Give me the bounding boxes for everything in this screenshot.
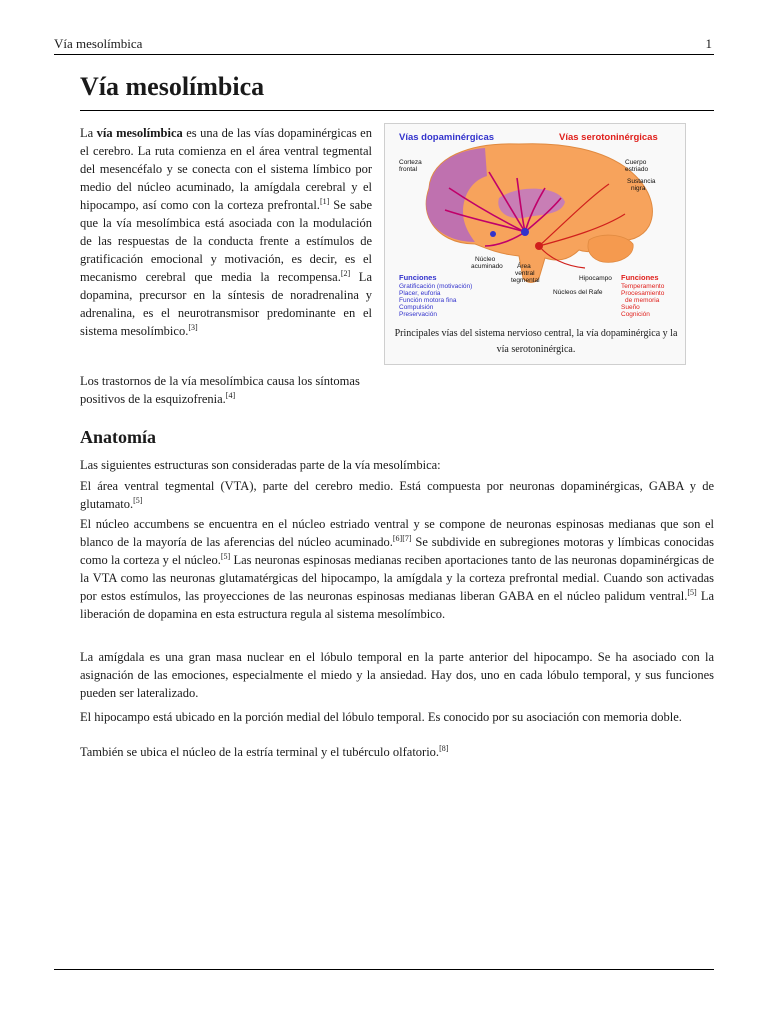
- footer-divider: [54, 969, 714, 970]
- citation-link[interactable]: [4]: [225, 390, 236, 400]
- citation-link[interactable]: [5]: [220, 551, 231, 561]
- citation-link[interactable]: [1]: [319, 196, 330, 206]
- hipocampo-paragraph: El hipocampo está ubicado en la porción medial del lóbulo temporal. Es conocido por su asociación con memoria doble.: [80, 710, 682, 724]
- accumbens-text-1: El núcleo accumbens se encuentra en el núcleo estriado ventral y se compone de neuronas espinosas medianas que son el blanco de la mayoría de las aferencias del núcleo acuminado.: [80, 517, 714, 549]
- citation-link[interactable]: [6][7]: [392, 533, 412, 543]
- accumbens-text-4: La liberación de dopamina en esta estructura regula al sistema mesolímbico.: [80, 589, 714, 621]
- amigdala-paragraph: La amígdala es una gran masa nuclear en el lóbulo temporal en la parte anterior del hipocampo. Se ha asociado con la asignación de las emociones, especialmente el miedo y la ansiedad. Hay dos, uno en cada lóbulo temporal, y sus funciones pueden ser lateralizado.: [80, 650, 714, 700]
- accumbens-node: [490, 231, 496, 237]
- vta-paragraph: [80, 477, 714, 513]
- funciones-dopa-title: Funciones: [399, 273, 437, 282]
- funcion-sero-item: Sueño: [621, 304, 640, 311]
- figure-caption: Principales vías del sistema nervioso central, la vía dopaminérgica y la vía serotoninérgica.: [394, 328, 678, 355]
- label-hipocampo: Hipocampo: [579, 275, 612, 282]
- header-divider: [54, 54, 714, 55]
- brain-diagram: [389, 128, 683, 324]
- label-area-ventral: Área: [517, 263, 531, 270]
- citation-link[interactable]: [3]: [188, 322, 198, 332]
- funcion-sero-item: de memoria: [625, 297, 660, 304]
- estria-text: También se ubica el núcleo de la estría terminal y el tubérculo olfatorio.: [80, 745, 440, 759]
- funciones-dopa-list: [399, 283, 472, 318]
- funcion-sero-item: Temperamento: [621, 283, 665, 290]
- label-corteza-frontal: frontal: [399, 166, 418, 173]
- trastornos-text: Los trastornos de la vía mesolímbica causa los síntomas positivos de la esquizofrenia.: [80, 374, 360, 406]
- intro-text-1: es una de las vías dopaminérgicas en el cerebro. La ruta comienza en el área ventral tegmental del mesencéfalo y se conecta con el sistema límbico por medio del núcleo acuminado, la amígdala cerebral y el hipocampo, así como con la corteza prefrontal.: [80, 126, 372, 212]
- dopamine-heading: Vías dopaminérgicas: [399, 132, 495, 143]
- label-nucleos-rafe: Núcleos del Rafe: [553, 289, 603, 296]
- intro-text-3: La dopamina, precursor en la síntesis de noradrenalina y adrenalina, es el neurotransmisor predominante en el sistema mesolímbico.: [80, 270, 372, 338]
- intro-bold-term: vía mesolímbica: [96, 126, 183, 140]
- label-cuerpo-estriado: estriado: [625, 166, 649, 173]
- citation-link[interactable]: [2]: [340, 268, 351, 278]
- funcion-dopa-item: Función motora fina: [399, 297, 457, 304]
- funcion-dopa-item: Compulsión: [399, 304, 434, 311]
- funcion-dopa-item: Preservación: [399, 311, 437, 318]
- section-heading-anatomia: Anatomía: [80, 427, 156, 447]
- label-nucleo-acuminado: Núcleo: [475, 256, 496, 263]
- raphe-node: [535, 242, 543, 250]
- funcion-sero-item: Cognición: [621, 311, 650, 318]
- label-corteza-frontal: Corteza: [399, 159, 422, 166]
- label-cuerpo-estriado: Cuerpo: [625, 159, 647, 166]
- running-header-title: Vía mesolímbica: [54, 36, 143, 51]
- citation-link[interactable]: [5]: [133, 495, 143, 505]
- citation-link[interactable]: [8]: [439, 743, 449, 753]
- citation-link[interactable]: [5]: [687, 587, 697, 597]
- accumbens-text-2: Se subdivide en subregiones motoras y límbicas conocidas como la corteza y el núcleo.: [80, 535, 714, 567]
- intro-paragraph: [80, 124, 372, 340]
- anatomia-intro: Las siguientes estructuras son consideradas parte de la vía mesolímbica:: [80, 458, 441, 472]
- funciones-sero-title: Funciones: [621, 273, 659, 282]
- trastornos-paragraph: [80, 372, 372, 408]
- label-sustancia-nigra: Sustancia: [627, 178, 656, 185]
- vta-node: [521, 228, 529, 236]
- funcion-sero-item: Procesamiento: [621, 290, 665, 297]
- funciones-sero-list: [621, 283, 665, 318]
- vta-text: El área ventral tegmental (VTA), parte del cerebro medio. Está compuesta por neuronas dopaminérgicas, GABA y de glutamato.: [80, 479, 714, 511]
- label-area-ventral: ventral: [515, 270, 535, 277]
- page-number: 1: [705, 36, 712, 51]
- label-area-ventral: tegmental: [511, 277, 540, 284]
- page-title: Vía mesolímbica: [80, 72, 265, 101]
- accumbens-text-3: Las neuronas espinosas medianas reciben aportaciones tanto de las neuronas dopaminérgicas de la VTA como las neuronas glutamatérgicas del hipocampo, la amígdala y la corteza prefrontal medial. Cuando son activadas por estos estímulos, las proyecciones de las neuronas espinosas medianas liberan GABA en el núcleo palidum ventral.: [80, 553, 714, 603]
- intro-text-2: Se sabe que la vía mesolímbica está asociada con la modulación de las respuestas de la conducta frente a estímulos de gratificación emocional y motivación, es decir, es el mecanismo cerebral que media la recompensa.: [80, 198, 372, 284]
- funcion-dopa-item: Placer, euforia: [399, 290, 441, 297]
- label-sustancia-nigra: nigra: [631, 185, 646, 192]
- label-nucleo-acuminado: acuminado: [471, 263, 503, 270]
- intro-lead: La: [80, 126, 97, 140]
- serotonin-heading: Vías serotoninérgicas: [559, 132, 658, 143]
- cerebellum: [588, 235, 633, 262]
- brain-pathways-figure: [384, 123, 686, 365]
- title-divider: [80, 110, 714, 111]
- accumbens-paragraph: [80, 515, 714, 623]
- funcion-dopa-item: Gratificación (motivación): [399, 283, 473, 290]
- estria-paragraph: [80, 743, 714, 761]
